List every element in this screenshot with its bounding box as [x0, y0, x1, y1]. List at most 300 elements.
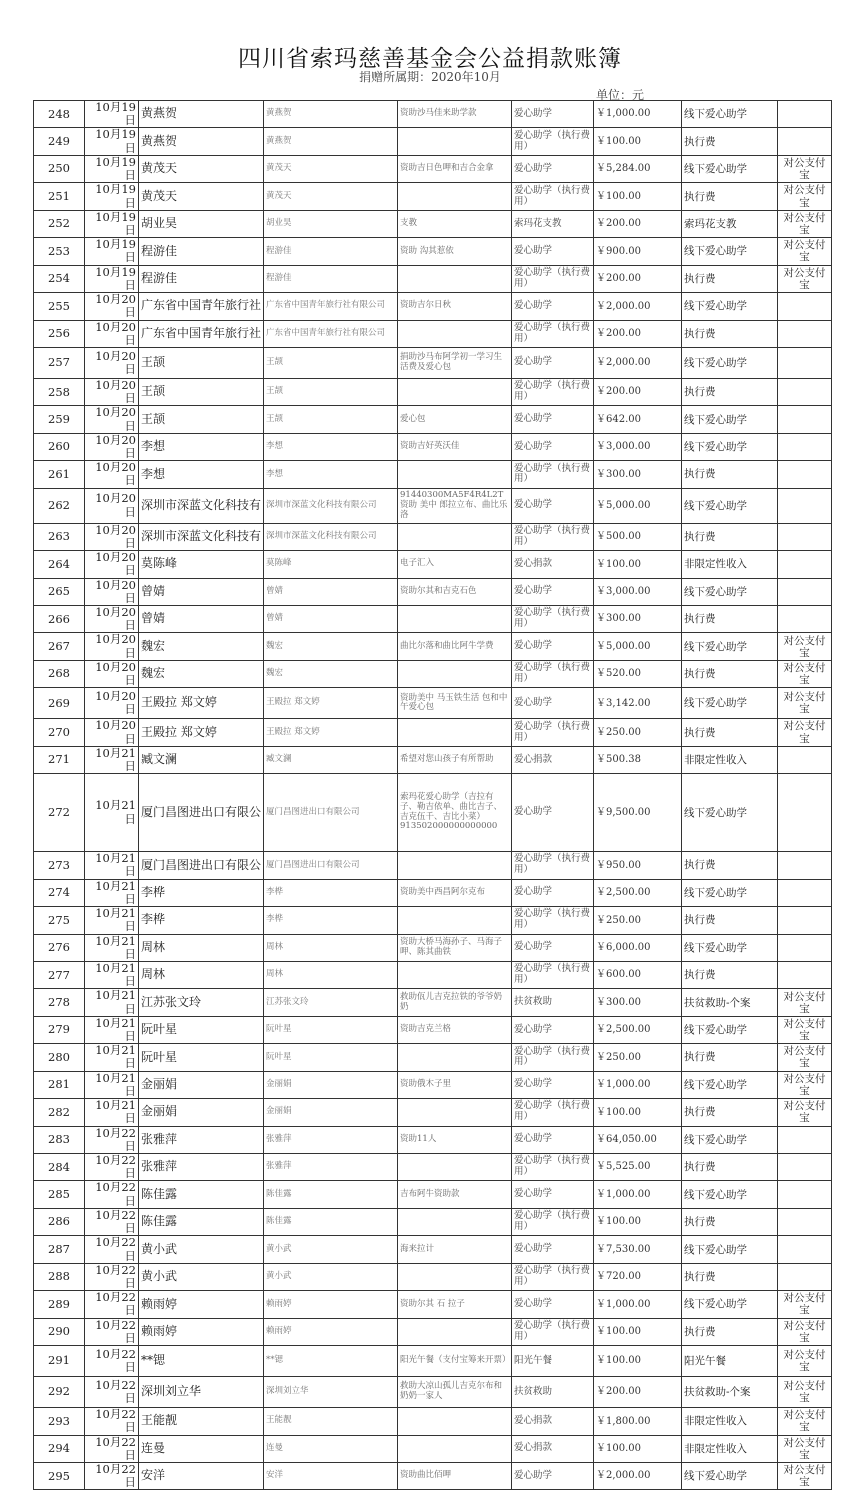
- donor-full-name: 安洋: [264, 1462, 398, 1489]
- donation-purpose: [398, 961, 512, 988]
- accounting-type: 执行费: [682, 606, 778, 633]
- accounting-type: 阳光午餐: [682, 1346, 778, 1377]
- accounting-type: 线下爱心助学: [682, 774, 778, 852]
- donation-category: 爱心助学: [512, 934, 594, 961]
- accounting-type: 执行费: [682, 183, 778, 210]
- donor-full-name: 黄小武: [264, 1236, 398, 1263]
- donor-name: 安洋: [139, 1462, 264, 1489]
- ledger-row: [34, 1435, 832, 1462]
- donation-date: 10月20日: [85, 523, 139, 550]
- donation-date: 10月22日: [85, 1377, 139, 1408]
- donation-amount: ￥100.00: [594, 1435, 682, 1462]
- row-number: 250: [34, 155, 85, 182]
- row-number: 253: [34, 238, 85, 265]
- accounting-type: 线下爱心助学: [682, 578, 778, 605]
- donation-category: 爱心助学（执行费用）: [512, 1099, 594, 1126]
- ledger-row: [34, 1044, 832, 1071]
- donation-date: 10月20日: [85, 606, 139, 633]
- row-number: 278: [34, 989, 85, 1016]
- ledger-row: [34, 433, 832, 460]
- donation-amount: ￥500.00: [594, 523, 682, 550]
- donor-name: 李想: [139, 461, 264, 488]
- donation-purpose: [398, 183, 512, 210]
- donor-full-name: 程游佳: [264, 238, 398, 265]
- donation-date: 10月19日: [85, 128, 139, 155]
- donor-full-name: 臧文澜: [264, 746, 398, 773]
- donation-amount: ￥6,000.00: [594, 934, 682, 961]
- payment-channel: [778, 433, 832, 460]
- row-number: 252: [34, 210, 85, 237]
- donor-name: 魏宏: [139, 633, 264, 660]
- donation-category: 扶贫救助: [512, 989, 594, 1016]
- donation-category: 扶贫救助: [512, 1377, 594, 1408]
- donation-amount: ￥642.00: [594, 406, 682, 433]
- donation-amount: ￥2,000.00: [594, 347, 682, 378]
- donation-date: 10月21日: [85, 746, 139, 773]
- donation-category: 爱心助学: [512, 101, 594, 128]
- donation-date: 10月21日: [85, 1071, 139, 1098]
- donor-full-name: 张雅萍: [264, 1154, 398, 1181]
- payment-channel: [778, 961, 832, 988]
- accounting-type: 执行费: [682, 128, 778, 155]
- ledger-row: [34, 606, 832, 633]
- ledger-row: [34, 265, 832, 292]
- donation-category: 爱心助学: [512, 688, 594, 719]
- row-number: 266: [34, 606, 85, 633]
- donation-date: 10月20日: [85, 461, 139, 488]
- accounting-type: 非限定性收入: [682, 1435, 778, 1462]
- donation-purpose: 曲比尔落和曲比阿牛学费: [398, 633, 512, 660]
- donor-name: 张雅萍: [139, 1126, 264, 1153]
- ledger-row: [34, 578, 832, 605]
- donation-amount: ￥100.00: [594, 128, 682, 155]
- donation-purpose: [398, 128, 512, 155]
- donor-name: 厦门昌图进出口有限公: [139, 774, 264, 852]
- donor-name: 王能靓: [139, 1408, 264, 1435]
- donation-amount: ￥900.00: [594, 238, 682, 265]
- donor-full-name: 王颉: [264, 378, 398, 405]
- donor-name: 深圳市深蓝文化科技有: [139, 523, 264, 550]
- donor-name: 黄燕贺: [139, 128, 264, 155]
- donor-full-name: 深圳刘立华: [264, 1377, 398, 1408]
- accounting-type: 线下爱心助学: [682, 1291, 778, 1318]
- donation-date: 10月20日: [85, 433, 139, 460]
- donor-full-name: 深圳市深蓝文化科技有限公司: [264, 488, 398, 523]
- ledger-row: [34, 461, 832, 488]
- payment-channel: 对公支付宝: [778, 1377, 832, 1408]
- donation-purpose: 资助沙马佳来助学款: [398, 101, 512, 128]
- payment-channel: 对公支付宝: [778, 155, 832, 182]
- donation-purpose: 救助大凉山孤儿吉克尔布和奶奶一家人: [398, 1377, 512, 1408]
- donor-name: **锶: [139, 1346, 264, 1377]
- donor-full-name: 陈佳露: [264, 1181, 398, 1208]
- donor-full-name: 连曼: [264, 1435, 398, 1462]
- row-number: 288: [34, 1263, 85, 1290]
- donation-amount: ￥100.00: [594, 551, 682, 578]
- donation-category: 爱心捐款: [512, 1408, 594, 1435]
- donation-amount: ￥5,000.00: [594, 633, 682, 660]
- donor-full-name: 黄燕贺: [264, 128, 398, 155]
- accounting-type: 线下爱心助学: [682, 101, 778, 128]
- donation-amount: ￥250.00: [594, 1044, 682, 1071]
- donor-full-name: 厦门昌图进出口有限公司: [264, 852, 398, 879]
- donation-purpose: 资助 沟其惹依: [398, 238, 512, 265]
- donor-full-name: 广东省中国青年旅行社有限公司: [264, 320, 398, 347]
- accounting-type: 线下爱心助学: [682, 1071, 778, 1098]
- donor-name: 黄小武: [139, 1263, 264, 1290]
- donation-amount: ￥2,500.00: [594, 879, 682, 906]
- accounting-type: 索玛花支教: [682, 210, 778, 237]
- ledger-row: [34, 1071, 832, 1098]
- donation-category: 爱心助学（执行费用）: [512, 523, 594, 550]
- donor-full-name: 李桦: [264, 879, 398, 906]
- donation-amount: ￥300.00: [594, 461, 682, 488]
- accounting-type: 执行费: [682, 1318, 778, 1345]
- donation-category: 爱心助学: [512, 433, 594, 460]
- payment-channel: [778, 1126, 832, 1153]
- accounting-type: 执行费: [682, 660, 778, 687]
- donation-date: 10月22日: [85, 1318, 139, 1345]
- donor-full-name: 金丽娟: [264, 1071, 398, 1098]
- ledger-row: [34, 1291, 832, 1318]
- row-number: 274: [34, 879, 85, 906]
- donor-name: 黄燕贺: [139, 101, 264, 128]
- accounting-type: 执行费: [682, 1099, 778, 1126]
- ledger-row: [34, 719, 832, 746]
- donation-date: 10月21日: [85, 961, 139, 988]
- donor-full-name: 黄燕贺: [264, 101, 398, 128]
- donor-full-name: 王颉: [264, 406, 398, 433]
- donor-full-name: **锶: [264, 1346, 398, 1377]
- donor-name: 李桦: [139, 907, 264, 934]
- donation-category: 爱心助学（执行费用）: [512, 719, 594, 746]
- row-number: 262: [34, 488, 85, 523]
- donor-name: 程游佳: [139, 238, 264, 265]
- payment-channel: 对公支付宝: [778, 1071, 832, 1098]
- donor-full-name: 广东省中国青年旅行社有限公司: [264, 293, 398, 320]
- ledger-row: [34, 551, 832, 578]
- ledger-row: [34, 183, 832, 210]
- donor-name: 周林: [139, 934, 264, 961]
- donation-category: 爱心助学: [512, 293, 594, 320]
- ledger-title: 四川省索玛慈善基金会公益捐款账簿: [238, 46, 622, 72]
- donation-amount: ￥200.00: [594, 378, 682, 405]
- donation-purpose: 资助吉日色呷和吉合金拿: [398, 155, 512, 182]
- payment-channel: 对公支付宝: [778, 1016, 832, 1043]
- payment-channel: 对公支付宝: [778, 633, 832, 660]
- donor-full-name: 李想: [264, 461, 398, 488]
- donation-purpose: 资助美中西昌阿尔克布: [398, 879, 512, 906]
- accounting-type: 线下爱心助学: [682, 1236, 778, 1263]
- ledger-row: [34, 523, 832, 550]
- donation-date: 10月20日: [85, 578, 139, 605]
- accounting-type: 线下爱心助学: [682, 406, 778, 433]
- row-number: 284: [34, 1154, 85, 1181]
- ledger-row: [34, 210, 832, 237]
- donation-category: 爱心助学: [512, 1236, 594, 1263]
- donation-purpose: [398, 523, 512, 550]
- payment-channel: 对公支付宝: [778, 238, 832, 265]
- donor-name: 广东省中国青年旅行社: [139, 293, 264, 320]
- donation-category: 爱心助学: [512, 1071, 594, 1098]
- ledger-row: [34, 746, 832, 773]
- donor-name: 曾婧: [139, 606, 264, 633]
- donation-category: 爱心助学: [512, 1126, 594, 1153]
- donation-purpose: 资助美中 马玉铁生活 包和中午爱心包: [398, 688, 512, 719]
- donor-full-name: 程游佳: [264, 265, 398, 292]
- donor-name: 金丽娟: [139, 1071, 264, 1098]
- row-number: 267: [34, 633, 85, 660]
- payment-channel: [778, 1236, 832, 1263]
- row-number: 248: [34, 101, 85, 128]
- donation-category: 爱心捐款: [512, 1435, 594, 1462]
- donor-name: 连曼: [139, 1435, 264, 1462]
- donation-purpose: 资助大桥马海孙子、马海子呷、陈其曲铁: [398, 934, 512, 961]
- row-number: 261: [34, 461, 85, 488]
- donation-date: 10月19日: [85, 155, 139, 182]
- donation-amount: ￥2,500.00: [594, 1016, 682, 1043]
- payment-channel: [778, 578, 832, 605]
- donor-name: 深圳刘立华: [139, 1377, 264, 1408]
- donor-name: 李想: [139, 433, 264, 460]
- row-number: 255: [34, 293, 85, 320]
- payment-channel: 对公支付宝: [778, 1044, 832, 1071]
- donor-name: 阮叶星: [139, 1044, 264, 1071]
- donor-name: 赖雨婷: [139, 1291, 264, 1318]
- payment-channel: [778, 101, 832, 128]
- donor-full-name: 黄茂天: [264, 155, 398, 182]
- payment-channel: [778, 746, 832, 773]
- donation-amount: ￥500.38: [594, 746, 682, 773]
- donor-name: 张雅萍: [139, 1154, 264, 1181]
- payment-channel: [778, 128, 832, 155]
- donation-date: 10月20日: [85, 293, 139, 320]
- donor-full-name: 周林: [264, 961, 398, 988]
- donation-category: 爱心助学: [512, 238, 594, 265]
- payment-channel: 对公支付宝: [778, 1291, 832, 1318]
- donation-category: 爱心助学: [512, 1016, 594, 1043]
- row-number: 272: [34, 774, 85, 852]
- donation-date: 10月20日: [85, 488, 139, 523]
- donation-date: 10月19日: [85, 238, 139, 265]
- donor-name: 王殿拉 郑文婷: [139, 688, 264, 719]
- donation-amount: ￥250.00: [594, 907, 682, 934]
- payment-channel: 对公支付宝: [778, 1099, 832, 1126]
- donor-name: 王颉: [139, 347, 264, 378]
- payment-channel: 对公支付宝: [778, 660, 832, 687]
- row-number: 290: [34, 1318, 85, 1345]
- payment-channel: [778, 934, 832, 961]
- accounting-type: 线下爱心助学: [682, 1126, 778, 1153]
- donation-amount: ￥3,000.00: [594, 578, 682, 605]
- donation-purpose: [398, 1408, 512, 1435]
- row-number: 251: [34, 183, 85, 210]
- ledger-row: [34, 1154, 832, 1181]
- accounting-type: 线下爱心助学: [682, 934, 778, 961]
- donation-amount: ￥1,800.00: [594, 1408, 682, 1435]
- donation-amount: ￥200.00: [594, 320, 682, 347]
- donation-purpose: 资助吉好英沃佳: [398, 433, 512, 460]
- donation-date: 10月22日: [85, 1291, 139, 1318]
- donor-name: 黄茂天: [139, 183, 264, 210]
- donor-full-name: 金丽娟: [264, 1099, 398, 1126]
- accounting-type: 执行费: [682, 1263, 778, 1290]
- donation-purpose: 索玛花爱心助学（吉拉有子、勒吉依单、曲比吉子、吉克伍千、吉比小菜）913502000000000000: [398, 774, 512, 852]
- donation-date: 10月21日: [85, 1016, 139, 1043]
- donation-category: 爱心助学（执行费用）: [512, 852, 594, 879]
- donation-amount: ￥7,530.00: [594, 1236, 682, 1263]
- donation-purpose: [398, 1044, 512, 1071]
- accounting-type: 扶贫救助-个案: [682, 1377, 778, 1408]
- payment-channel: [778, 523, 832, 550]
- donor-full-name: 魏宏: [264, 660, 398, 687]
- payment-channel: [778, 852, 832, 879]
- donor-full-name: 赖雨婷: [264, 1291, 398, 1318]
- ledger-row: [34, 128, 832, 155]
- donation-purpose: [398, 606, 512, 633]
- donor-name: 阮叶星: [139, 1016, 264, 1043]
- donation-category: 爱心助学（执行费用）: [512, 378, 594, 405]
- donor-name: 王颉: [139, 378, 264, 405]
- donation-category: 爱心助学: [512, 347, 594, 378]
- donation-purpose: 电子汇入: [398, 551, 512, 578]
- accounting-type: 执行费: [682, 907, 778, 934]
- donation-amount: ￥950.00: [594, 852, 682, 879]
- ledger-row: [34, 320, 832, 347]
- donation-purpose: [398, 1099, 512, 1126]
- accounting-type: 线下爱心助学: [682, 1016, 778, 1043]
- donation-date: 10月22日: [85, 1462, 139, 1489]
- row-number: 263: [34, 523, 85, 550]
- ledger-row: [34, 293, 832, 320]
- donation-date: 10月21日: [85, 907, 139, 934]
- donor-full-name: 黄小武: [264, 1263, 398, 1290]
- donation-amount: ￥9,500.00: [594, 774, 682, 852]
- donation-amount: ￥3,142.00: [594, 688, 682, 719]
- donor-name: 魏宏: [139, 660, 264, 687]
- donation-purpose: [398, 660, 512, 687]
- donation-amount: ￥2,000.00: [594, 293, 682, 320]
- payment-channel: [778, 320, 832, 347]
- donation-category: 爱心助学: [512, 633, 594, 660]
- ledger-row: [34, 347, 832, 378]
- accounting-type: 非限定性收入: [682, 1408, 778, 1435]
- donation-date: 10月22日: [85, 1126, 139, 1153]
- donation-category: 爱心助学（执行费用）: [512, 1263, 594, 1290]
- ledger-row: [34, 238, 832, 265]
- ledger-row: [34, 378, 832, 405]
- ledger-row: [34, 155, 832, 182]
- payment-channel: [778, 461, 832, 488]
- payment-channel: [778, 606, 832, 633]
- donation-category: 爱心助学: [512, 1462, 594, 1489]
- donation-category: 爱心助学: [512, 774, 594, 852]
- accounting-type: 线下爱心助学: [682, 1181, 778, 1208]
- payment-channel: 对公支付宝: [778, 1435, 832, 1462]
- row-number: 291: [34, 1346, 85, 1377]
- donor-full-name: 曾婧: [264, 578, 398, 605]
- donation-category: 索玛花支教: [512, 210, 594, 237]
- donation-category: 爱心助学（执行费用）: [512, 1154, 594, 1181]
- donation-date: 10月19日: [85, 101, 139, 128]
- ledger-row: [34, 879, 832, 906]
- ledger-row: [34, 852, 832, 879]
- ledger-row: [34, 488, 832, 523]
- donation-date: 10月22日: [85, 1263, 139, 1290]
- donor-name: 赖雨婷: [139, 1318, 264, 1345]
- donor-full-name: 魏宏: [264, 633, 398, 660]
- donation-amount: ￥1,000.00: [594, 1291, 682, 1318]
- donation-category: 爱心助学（执行费用）: [512, 128, 594, 155]
- donor-full-name: 王殿拉 郑文婷: [264, 719, 398, 746]
- payment-channel: 对公支付宝: [778, 1318, 832, 1345]
- donation-purpose: [398, 852, 512, 879]
- donation-date: 10月20日: [85, 320, 139, 347]
- donation-amount: ￥300.00: [594, 606, 682, 633]
- row-number: 265: [34, 578, 85, 605]
- ledger-row: [34, 1263, 832, 1290]
- donation-category: 爱心助学（执行费用）: [512, 961, 594, 988]
- donation-category: 爱心助学: [512, 1181, 594, 1208]
- donor-name: 李桦: [139, 879, 264, 906]
- donation-purpose: 资助吉克兰格: [398, 1016, 512, 1043]
- donation-category: 爱心助学（执行费用）: [512, 320, 594, 347]
- donor-full-name: 曾婧: [264, 606, 398, 633]
- row-number: 269: [34, 688, 85, 719]
- row-number: 254: [34, 265, 85, 292]
- donation-purpose: [398, 265, 512, 292]
- donation-purpose: 海来拉计: [398, 1236, 512, 1263]
- donation-date: 10月22日: [85, 1408, 139, 1435]
- accounting-type: 执行费: [682, 378, 778, 405]
- payment-channel: 对公支付宝: [778, 719, 832, 746]
- donation-category: 爱心助学: [512, 406, 594, 433]
- donation-purpose: [398, 1208, 512, 1235]
- donation-category: 爱心助学（执行费用）: [512, 1044, 594, 1071]
- accounting-type: 执行费: [682, 320, 778, 347]
- donation-purpose: 资助尔其和吉克石色: [398, 578, 512, 605]
- donation-purpose: 支教: [398, 210, 512, 237]
- donation-category: 阳光午餐: [512, 1346, 594, 1377]
- donation-amount: ￥64,050.00: [594, 1126, 682, 1153]
- donation-amount: ￥200.00: [594, 1377, 682, 1408]
- accounting-type: 非限定性收入: [682, 551, 778, 578]
- payment-channel: [778, 1181, 832, 1208]
- payment-channel: 对公支付宝: [778, 210, 832, 237]
- donation-ledger-table: [33, 100, 832, 1490]
- ledger-row: [34, 633, 832, 660]
- donation-purpose: [398, 461, 512, 488]
- payment-channel: [778, 488, 832, 523]
- accounting-type: 线下爱心助学: [682, 633, 778, 660]
- currency-unit: 单位：元: [596, 88, 645, 102]
- donation-purpose: 资助11人: [398, 1126, 512, 1153]
- donation-purpose: 资助俄木子里: [398, 1071, 512, 1098]
- donation-date: 10月22日: [85, 1154, 139, 1181]
- donor-full-name: 江苏张文玲: [264, 989, 398, 1016]
- accounting-type: 执行费: [682, 523, 778, 550]
- donor-full-name: 厦门昌图进出口有限公司: [264, 774, 398, 852]
- ledger-row: [34, 1346, 832, 1377]
- donor-name: 江苏张文玲: [139, 989, 264, 1016]
- donation-date: 10月21日: [85, 934, 139, 961]
- row-number: 249: [34, 128, 85, 155]
- payment-channel: [778, 907, 832, 934]
- row-number: 287: [34, 1236, 85, 1263]
- accounting-type: 线下爱心助学: [682, 155, 778, 182]
- accounting-type: 线下爱心助学: [682, 347, 778, 378]
- row-number: 270: [34, 719, 85, 746]
